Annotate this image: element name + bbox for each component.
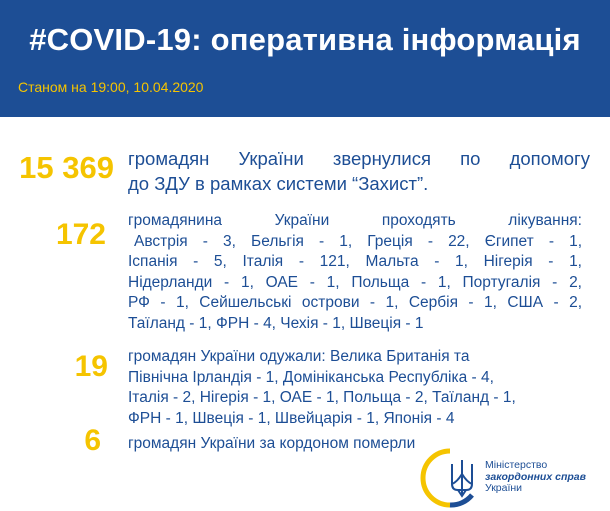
ministry-line: Міністерство xyxy=(485,459,548,471)
stat-number-treatment: 172 xyxy=(55,218,106,251)
text-line: громадян України звернулися по допомогу xyxy=(128,148,590,169)
stat-number-requests: 15 369 xyxy=(19,150,114,185)
trident-icon xyxy=(448,458,476,498)
text-line: Іспанія - 5, Італія - 121, Мальта - 1, Нігерія - 1, xyxy=(128,253,582,270)
text-line: Австрія - 3, Бельгія - 1, Греція - 22, Єгипет - 1, xyxy=(134,232,582,250)
text-line: Таїланд - 1, ФРН - 4, Чехія - 1, Швеція - 1 xyxy=(128,314,424,332)
page-title: #COVID-19: оперативна інформація xyxy=(29,22,581,57)
ministry-line: закордонних справ xyxy=(485,470,586,483)
report-date: Станом на 19:00, 10.04.2020 xyxy=(18,79,204,95)
header-banner xyxy=(0,0,610,117)
ministry-line: України xyxy=(485,482,523,494)
stat-text-deaths xyxy=(128,434,582,455)
stat-number-deaths: 6 xyxy=(84,424,101,457)
text-line: громадянина України проходять лікування: xyxy=(128,212,582,229)
stat-text-recovered xyxy=(128,347,582,429)
ministry-name xyxy=(485,460,586,495)
text-line: до ЗДУ в рамках системи “Захист”. xyxy=(128,173,429,194)
text-line: громадян України одужали: Велика Британія та xyxy=(128,348,470,365)
text-line: громадян України за кордоном померли xyxy=(128,435,416,452)
stat-number-recovered: 19 xyxy=(74,350,108,383)
text-line: ФРН - 1, Швеція - 1, Швейцарія - 1, Японія - 4 xyxy=(128,409,455,427)
text-line: Італія - 2, Нігерія - 1, ОАЕ - 1, Польща - 2, Таїланд - 1, xyxy=(128,389,516,406)
stat-text-treatment xyxy=(128,211,582,334)
text-line: РФ - 1, Сейшельські острови - 1, Сербія - 1, США - 2, xyxy=(128,294,582,311)
text-line: Північна Ірландія - 1, Домініканська Республіка - 4, xyxy=(128,368,494,386)
stat-text-requests xyxy=(128,146,590,196)
text-line: Нідерланди - 1, ОАЕ - 1, Польща - 1, Португалія - 2, xyxy=(128,273,582,291)
